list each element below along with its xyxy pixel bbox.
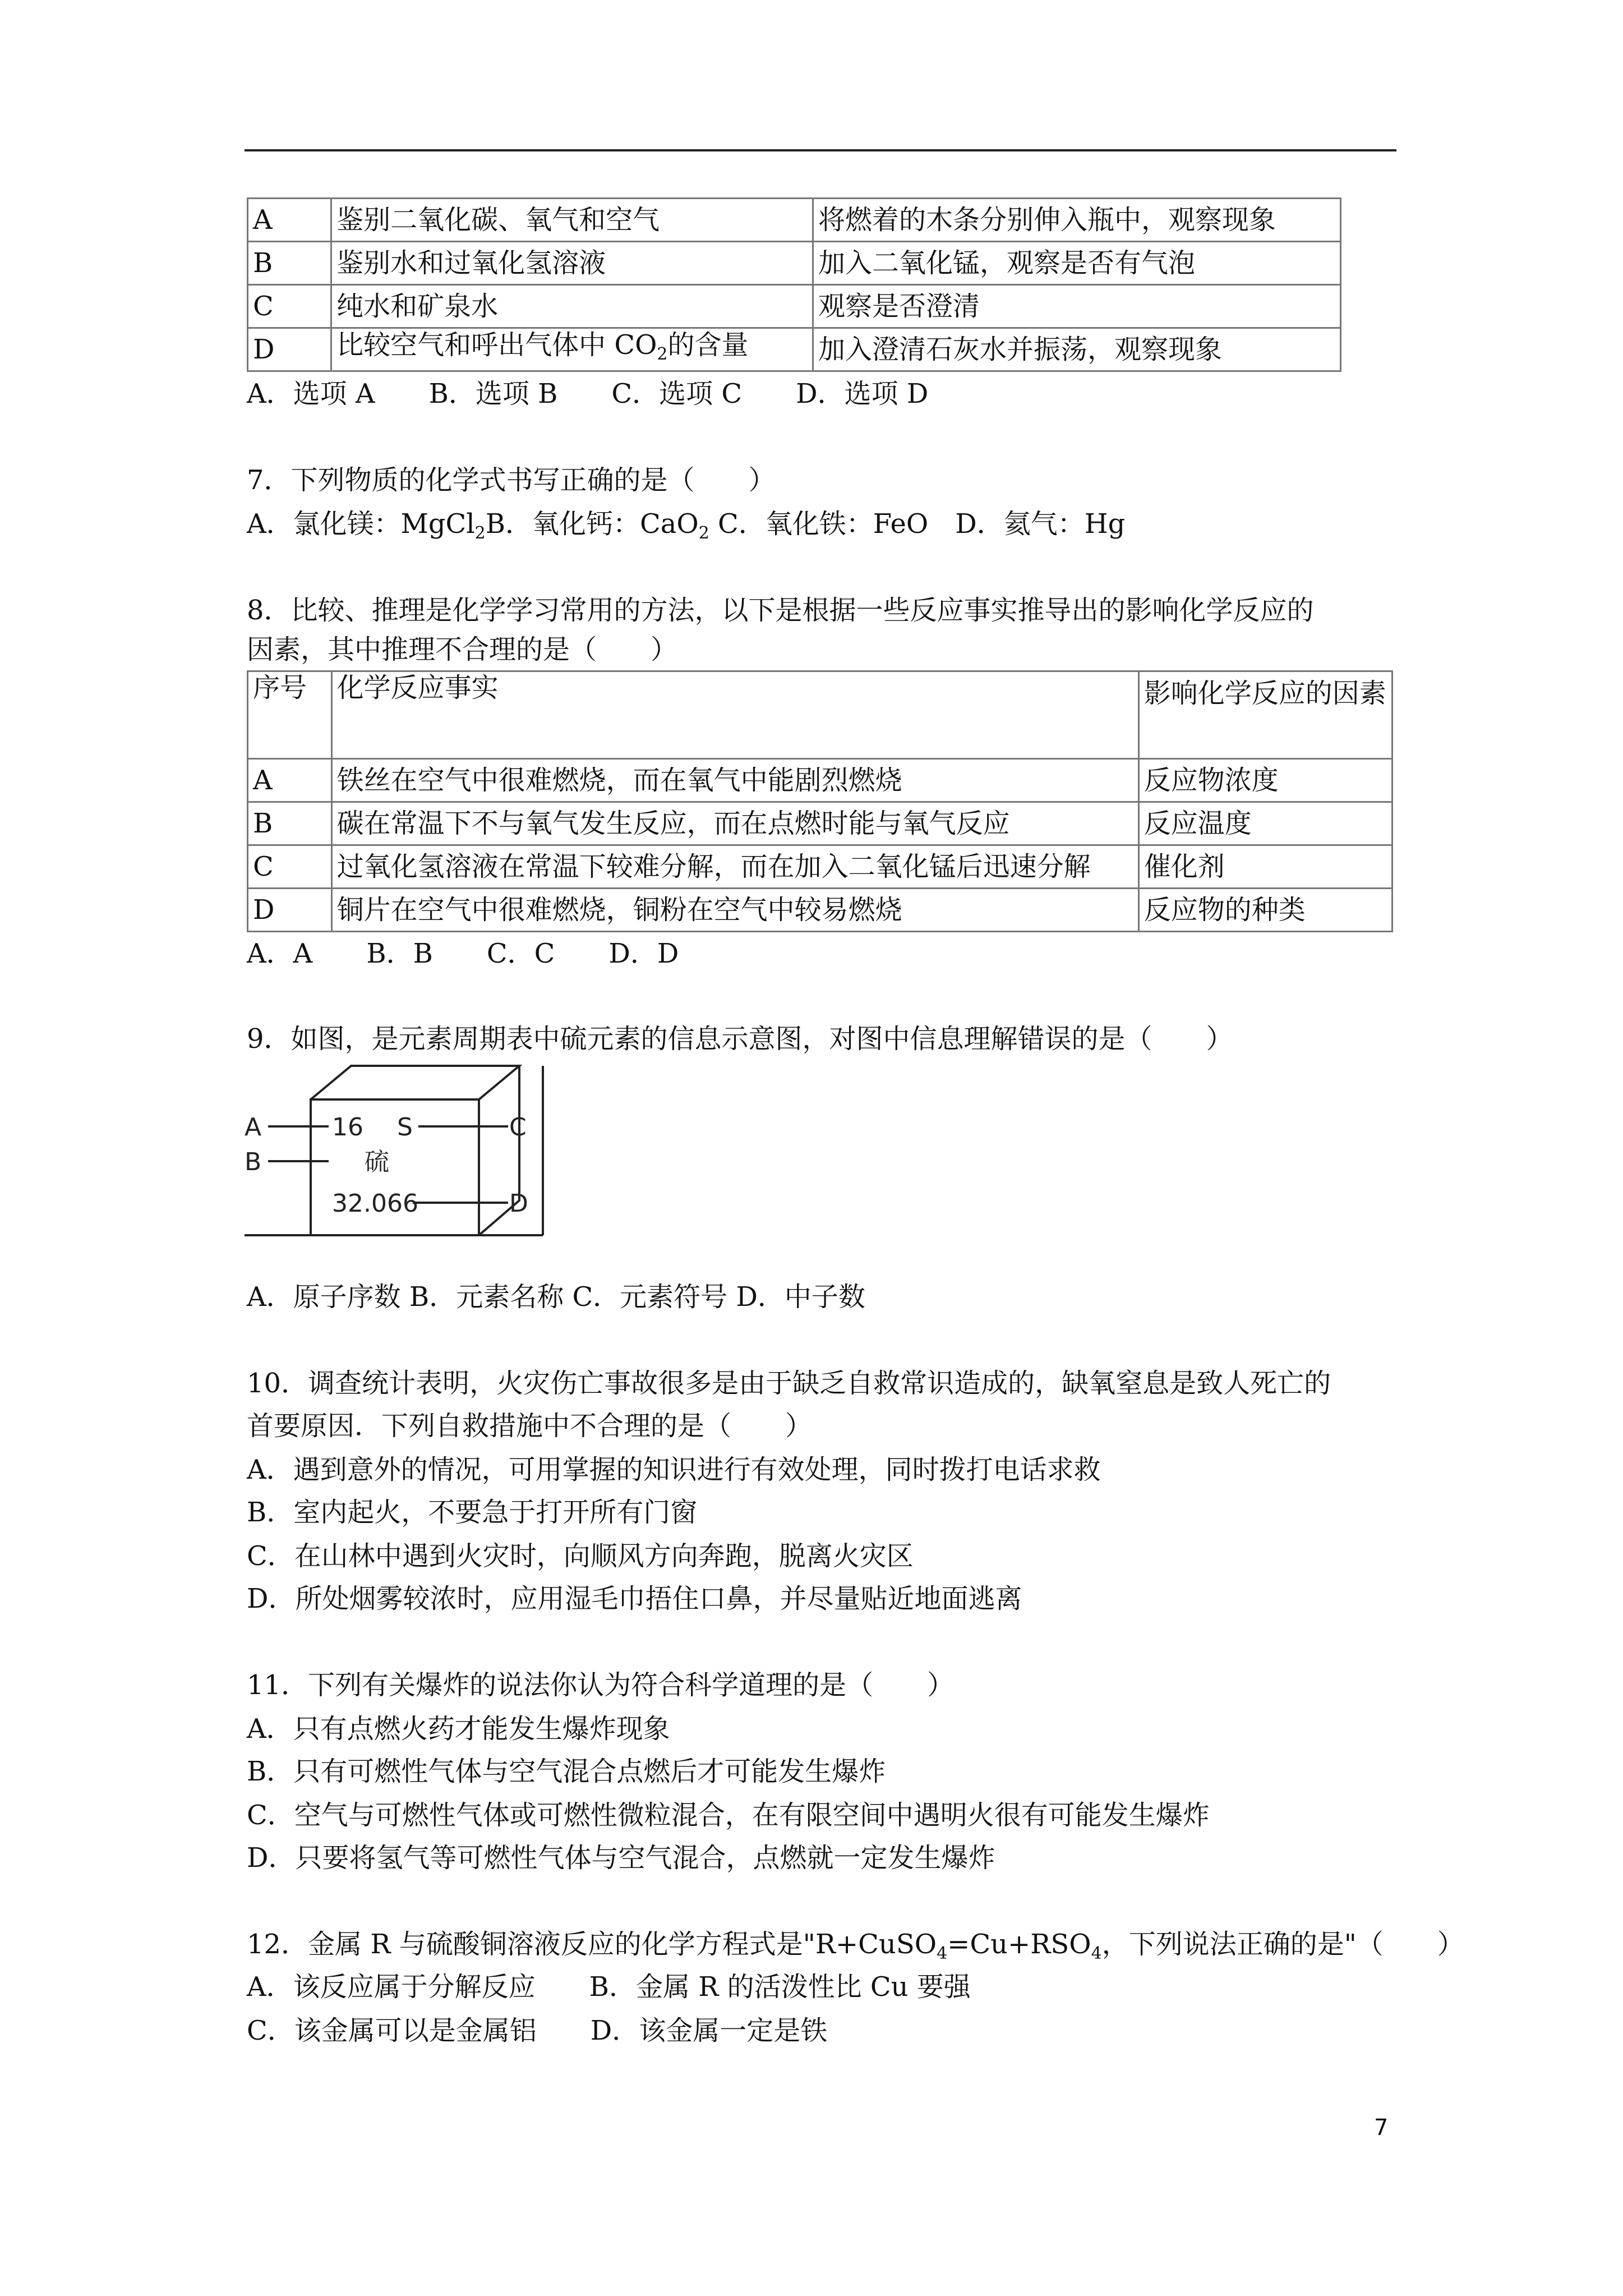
q6-key-c: C (248, 285, 331, 328)
figure-label-b: B (245, 1148, 262, 1176)
table-row (248, 199, 1341, 242)
q11-option-c: C．空气与可燃性气体或可燃性微粒混合，在有限空间中遇明火很有可能发生爆炸 (247, 1800, 1210, 1831)
q8-key-a: A (248, 759, 332, 802)
table-row (248, 759, 1393, 802)
q6-item-d (331, 328, 813, 371)
q6-method-b: 加入二氧化锰，观察是否有气泡 (813, 242, 1341, 285)
table-row (248, 242, 1341, 285)
subscript: 2 (698, 523, 709, 543)
q6-table (247, 197, 1341, 372)
q8-stem-line1: 8．比较、推理是化学学习常用的方法，以下是根据一些反应事实推导出的影响化学反应的 (247, 595, 1314, 626)
cube-top-face (311, 1066, 519, 1099)
q10-stem-line1: 10．调查统计表明，火灾伤亡事故很多是由于缺乏自救常识造成的，缺氧窒息是致人死亡的 (247, 1368, 1331, 1399)
q10-option-b: B．室内起火，不要急于打开所有门窗 (247, 1497, 698, 1528)
q7-options (247, 507, 1125, 550)
q10-option-a: A．遇到意外的情况，可用掌握的知识进行有效处理，同时拨打电话求救 (247, 1454, 1101, 1485)
q8-header-factor: 影响化学反应的因素 (1138, 671, 1392, 759)
q11-option-b: B．只有可燃性气体与空气混合点燃后才可能发生爆炸 (247, 1756, 886, 1787)
q6-method-d: 加入澄清石灰水并振荡，观察现象 (813, 328, 1341, 371)
figure-label-d: D (509, 1189, 528, 1218)
table-row (248, 845, 1393, 889)
table-row (248, 328, 1341, 371)
q8-fact-a: 铁丝在空气中很难燃烧，而在氧气中能剧烈燃烧 (331, 759, 1138, 802)
q8-key-c: C (248, 845, 332, 889)
q8-fact-c: 过氧化氢溶液在常温下较难分解，而在加入二氧化锰后迅速分解 (331, 845, 1138, 889)
subscript: 2 (474, 523, 486, 543)
q6-item-d-suffix: 的含量 (667, 329, 749, 361)
q6-item-b: 鉴别水和过氧化氢溶液 (331, 242, 813, 285)
q7-stem: 7．下列物质的化学式书写正确的是（ ） (247, 464, 776, 496)
q11-option-d: D．只要将氢气等可燃性气体与空气混合，点燃就一定发生爆炸 (247, 1842, 995, 1874)
table-row (248, 285, 1341, 328)
q12-stem-prefix: 12．金属 R 与硫酸铜溶液反应的化学方程式是"R+CuSO (247, 1929, 937, 1960)
q6-method-a: 将燃着的木条分别伸入瓶中，观察现象 (813, 199, 1341, 242)
q10-option-d: D．所处烟雾较浓时，应用湿毛巾捂住口鼻，并尽量贴近地面逃离 (247, 1583, 1022, 1614)
q12-options-cd: C．该金属可以是金属铝 D．该金属一定是铁 (247, 2015, 828, 2046)
q9-options: A．原子序数 B．元素名称 C．元素符号 D．中子数 (247, 1281, 865, 1313)
q8-table (247, 670, 1393, 932)
figure-label-a: A (245, 1113, 262, 1142)
q8-factor-b: 反应温度 (1138, 802, 1392, 845)
q6-key-b: B (248, 242, 331, 285)
subscript: 4 (1091, 1944, 1102, 1963)
table-row (248, 671, 1393, 759)
q6-key-a: A (248, 199, 331, 242)
q12-options-ab: A．该反应属于分解反应 B．金属 R 的活泼性比 Cu 要强 (247, 1971, 971, 2003)
sulfur-element-figure (245, 1060, 547, 1245)
q8-factor-a: 反应物浓度 (1138, 759, 1392, 802)
q12-stem-suffix: ，下列说法正确的是"（ ） (1101, 1929, 1464, 1960)
q8-key-b: B (248, 802, 332, 845)
q6-item-c: 纯水和矿泉水 (331, 285, 813, 328)
q8-key-d: D (248, 889, 332, 932)
q8-fact-b: 碳在常温下不与氧气发生反应，而在点燃时能与氧气反应 (331, 802, 1138, 845)
q6-method-c: 观察是否澄清 (813, 285, 1341, 328)
subscript: 4 (937, 1944, 948, 1963)
subscript: 2 (657, 344, 668, 364)
q6-options: A．选项 A B．选项 B C．选项 C D．选项 D (247, 378, 929, 409)
q10-option-c: C．在山林中遇到火灾时，向顺风方向奔跑，脱离火灾区 (247, 1540, 914, 1572)
page-number: 7 (1374, 2115, 1389, 2141)
q8-options: A．A B．B C．C D．D (247, 938, 679, 969)
q8-fact-d: 铜片在空气中很难燃烧，铜粉在空气中较易燃烧 (331, 889, 1138, 932)
table-row (248, 889, 1393, 932)
q6-item-d-prefix: 比较空气和呼出气体中 CO (336, 329, 657, 361)
table-row (248, 802, 1393, 845)
q6-item-a: 鉴别二氧化碳、氧气和空气 (331, 199, 813, 242)
q8-factor-c: 催化剂 (1138, 845, 1392, 889)
figure-label-c: C (509, 1113, 527, 1142)
atomic-mass: 32.066 (332, 1189, 418, 1218)
element-symbol: S (397, 1113, 413, 1142)
q7-option-b: B．氧化钙：CaO (485, 508, 699, 540)
atomic-number: 16 (332, 1113, 363, 1142)
q7-option-cd: C．氧化铁：FeO D．氦气：Hg (709, 508, 1126, 540)
q11-stem: 11．下列有关爆炸的说法你认为符合科学道理的是（ ） (247, 1669, 955, 1701)
q8-header-fact: 化学反应事实 (331, 671, 1138, 759)
q12-stem (247, 1927, 1464, 1971)
header-rule (245, 149, 1396, 151)
q10-stem-line2: 首要原因．下列自救措施中不合理的是（ ） (247, 1410, 813, 1442)
q7-option-a: A．氯化镁：MgCl (247, 508, 475, 540)
q6-key-d: D (248, 328, 331, 371)
element-name: 硫 (365, 1148, 389, 1176)
q8-header-no: 序号 (248, 671, 332, 759)
q8-factor-d: 反应物的种类 (1138, 889, 1392, 932)
q9-stem: 9．如图，是元素周期表中硫元素的信息示意图，对图中信息理解错误的是（ ） (247, 1023, 1233, 1055)
q8-stem-line2: 因素，其中推理不合理的是（ ） (247, 634, 678, 665)
q12-stem-mid: =Cu+RSO (947, 1929, 1091, 1960)
q11-option-a: A．只有点燃火药才能发生爆炸现象 (247, 1713, 670, 1745)
